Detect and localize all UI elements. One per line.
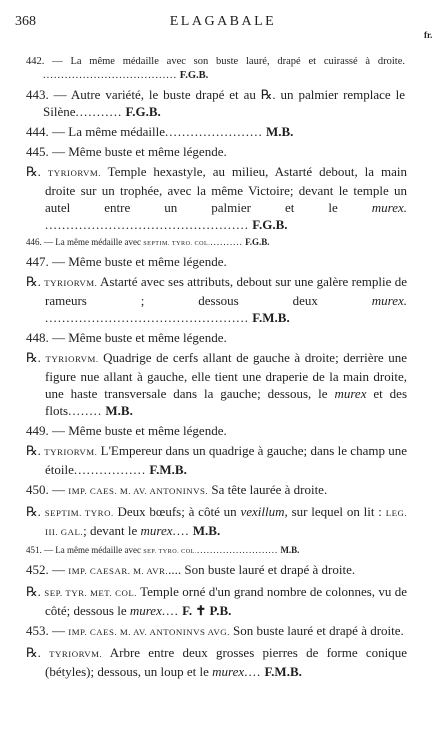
running-head: ELAGABALE: [169, 14, 277, 29]
entry-445-reverse: ℞. TYRIORVM. Temple hexastyle, au milieu, Astarté debout, la main droite sur un trophée, avec la même Victoire; devant le temple un autel entre un palmier et le murex. ................................................ F.G.B.: [26, 164, 408, 232]
entry-445: 445. — Même buste et même légende.: [26, 144, 227, 159]
catalogue-entries: [0, 55, 446, 680]
entry-442: 442. — La même médaille avec son buste lauré, drapé et cuirassé à droite. ..................................... F.G.B.: [26, 56, 405, 81]
entry-443: 443. — Autre variété, le buste drapé et au ℞. un palmier remplace le Silène........... F.G.B.: [26, 87, 405, 119]
entry-448-reverse: ℞. TYRIORVM. Quadrige de cerfs allant de gauche à droite; derrière une figure nue allant à gauche, elle tient une draperie de la main droite, une haste transversale dans la gauche; dessous, le murex et des flots........ M.B.: [26, 350, 408, 418]
entry-451: 451. — La même médaille avec SEP. TYRO. COL.......................... M.B.: [26, 545, 300, 555]
entry-448: 448. — Même buste et même légende.: [26, 330, 227, 345]
entry-452: 452. — IMP. CAESAR. M. AVR..... Son buste lauré et drapé à droite.: [26, 562, 356, 577]
entry-450: 450. — IMP. CAES. M. AV. ANTONINVS. Sa tête laurée à droite.: [26, 482, 328, 497]
entry-449: 449. — Même buste et même légende.: [26, 423, 227, 438]
entry-447: 447. — Même buste et même légende.: [26, 254, 227, 269]
entry-444: 444. — La même médaille....................... M.B.: [26, 124, 294, 139]
page-header: [0, 14, 446, 36]
entry-450-reverse: ℞. SEPTIM. TYRO. Deux bœufs; à côté un vexillum, sur lequel on lit : LEG. III. GAL.; devant le murex.... M.B.: [26, 504, 408, 538]
entry-447-reverse: ℞. TYRIORVM. Astarté avec ses attributs, debout sur une galère remplie de rameurs ; dessous deux murex. ................................................ F.M.B.: [26, 274, 408, 325]
entry-449-reverse: ℞. TYRIORVM. L'Empereur dans un quadrige à gauche; dans le champ une étoile................. F.M.B.: [26, 443, 408, 477]
page-number: 368: [15, 14, 36, 29]
entry-452-reverse: ℞. SEP. TYR. MET. COL. Temple orné d'un grand nombre de colonnes, vu de côté; dessous le murex.... F. ✝ P.B.: [26, 584, 408, 618]
entry-453: 453. — IMP. CAES. M. AV. ANTONINVS AVG. Son buste lauré et drapé à droite.: [26, 623, 404, 638]
margin-note: fr.: [424, 30, 433, 40]
entry-446: 446. — La même médaille avec SEPTIM. TYRO. COL........... F.G.B.: [26, 237, 270, 247]
entry-453-reverse: ℞. TYRIORVM. Arbre entre deux grosses pierres de forme conique (bétyles); dessous, un loup et le murex.... F.M.B.: [26, 645, 407, 679]
